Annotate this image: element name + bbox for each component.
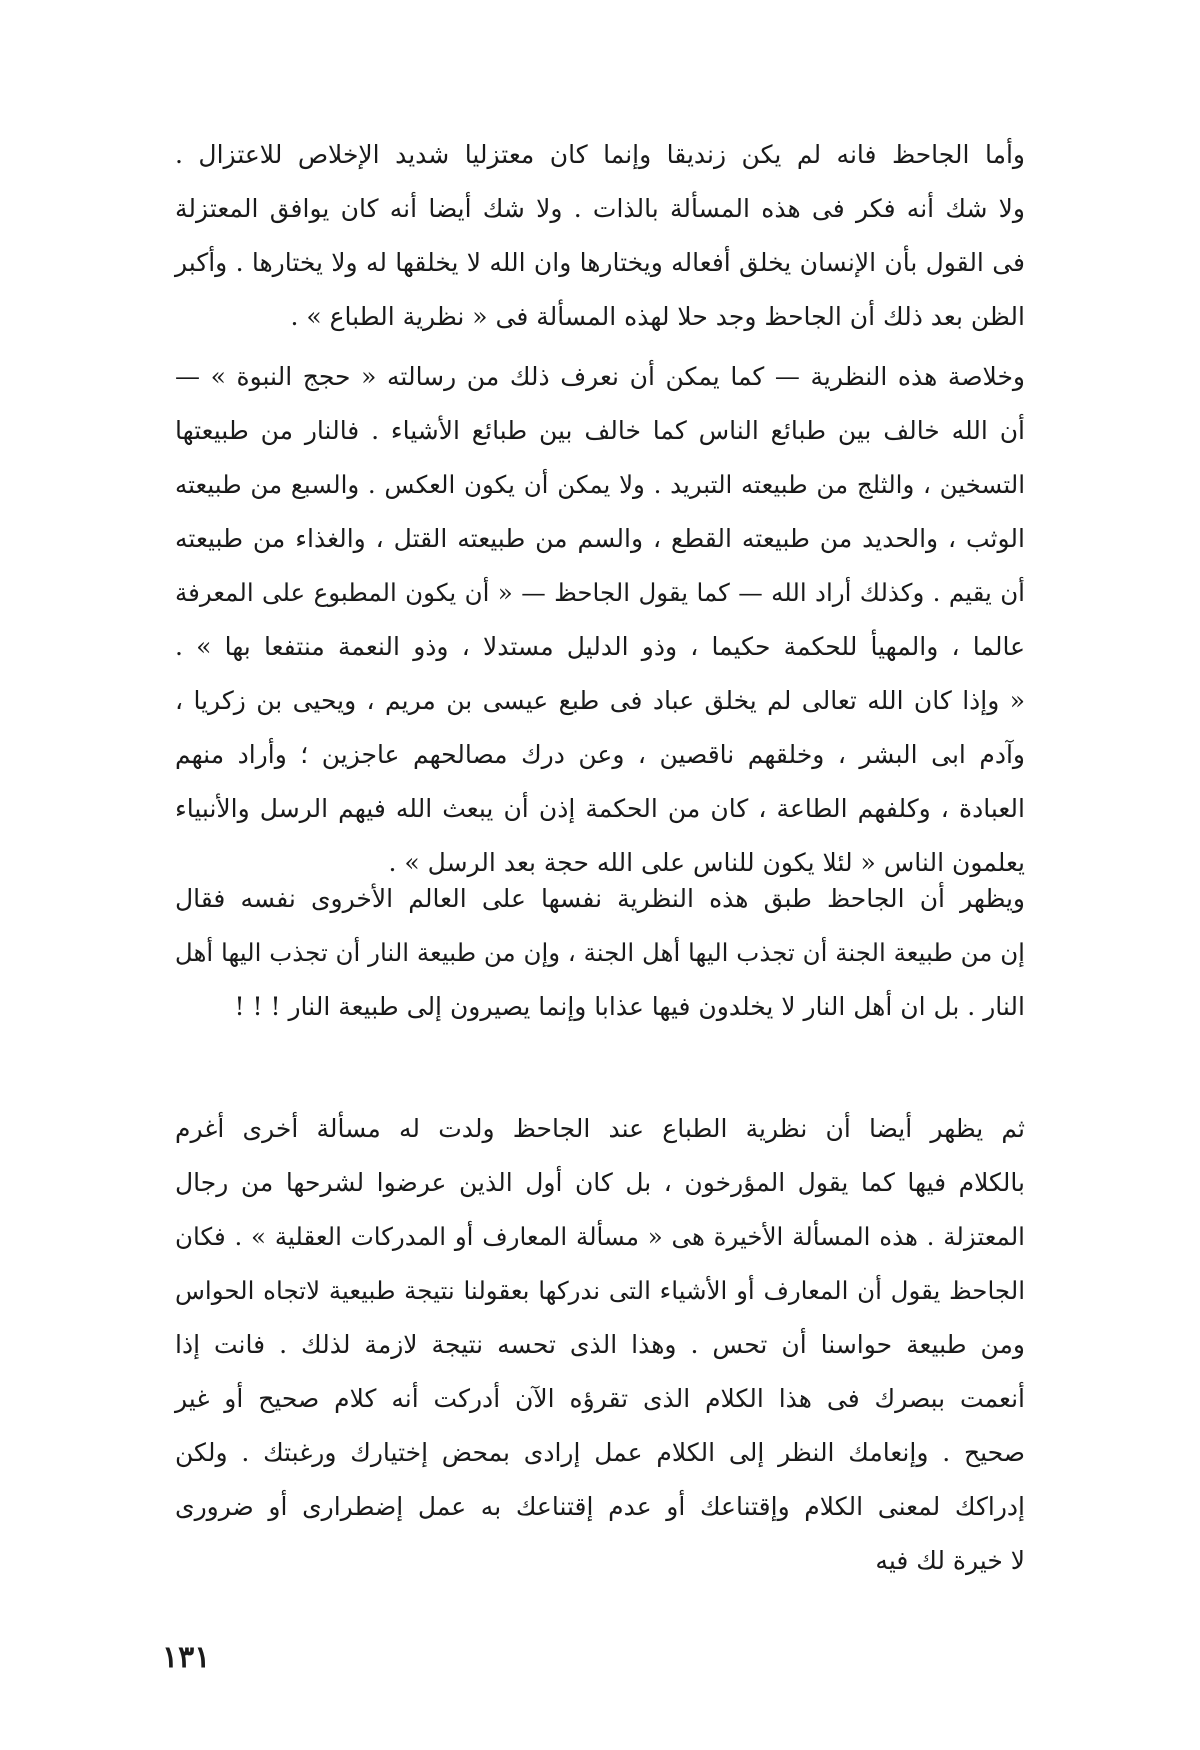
text-line: إدراكك لمعنى الكلام وإقتناعك أو عدم إقتناعك به عمل إضطرارى أو ضرورى: [175, 1492, 1025, 1521]
text-line: التسخين ، والثلج من طبيعته التبريد . ولا يمكن أن يكون العكس . والسبع من طبيعته: [175, 470, 1025, 499]
text-line: وآدم ابى البشر ، وخلقهم ناقصين ، وعن درك مصالحهم عاجزين ؛ وأراد منهم: [175, 740, 1025, 769]
text-line: أنعمت ببصرك فى هذا الكلام الذى تقرؤه الآن أدركت أنه كلام صحيح أو غير: [175, 1384, 1025, 1413]
text-line: إن من طبيعة الجنة أن تجذب اليها أهل الجنة ، وإن من طبيعة النار أن تجذب اليها أهل: [174, 938, 1025, 967]
text-line: عالما ، والمهيأ للحكمة حكيما ، وذو الدليل مستدلا ، وذو النعمة منتفعا بها » .: [175, 632, 1025, 661]
text-line: وأما الجاحظ فانه لم يكن زنديقا وإنما كان معتزليا شديد الإخلاص للاعتزال .: [175, 140, 1025, 169]
text-line: أن يقيم . وكذلك أراد الله — كما يقول الجاحظ — « أن يكون المطبوع على المعرفة: [175, 578, 1025, 607]
text-line: المعتزلة . هذه المسألة الأخيرة هى « مسألة المعارف أو المدركات العقلية » . فكان: [175, 1222, 1025, 1251]
paragraph-2: [175, 350, 1025, 890]
page-number: ١٣١: [162, 1640, 211, 1675]
text-line: بالكلام فيها كما يقول المؤرخون ، بل كان أول الذين عرضوا لشرحها من رجال: [175, 1168, 1025, 1197]
text-line: أن الله خالف بين طبائع الناس كما خالف بين طبائع الأشياء . فالنار من طبيعتها: [175, 416, 1025, 445]
text-line: ثم يظهر أيضا أن نظرية الطباع عند الجاحظ ولدت له مسألة أخرى أغرم: [175, 1114, 1025, 1143]
text-line: لا خيرة لك فيه: [875, 1546, 1025, 1575]
text-line: ويظهر أن الجاحظ طبق هذه النظرية نفسها على العالم الأخروى نفسه فقال: [175, 884, 1025, 913]
paragraph-1: [175, 128, 1025, 344]
paragraph-4: [175, 1102, 1025, 1588]
text-line: الجاحظ يقول أن المعارف أو الأشياء التى ندركها بعقولنا نتيجة طبيعية لاتجاه الحواس: [175, 1276, 1025, 1305]
text-line: « وإذا كان الله تعالى لم يخلق عباد فى طبع عيسى بن مريم ، ويحيى بن زكريا ،: [175, 686, 1025, 715]
text-line: وخلاصة هذه النظرية — كما يمكن أن نعرف ذلك من رسالته « حجج النبوة » —: [175, 362, 1025, 391]
text-line: ومن طبيعة حواسنا أن تحس . وهذا الذى تحسه نتيجة لازمة لذلك . فانت إذا: [175, 1330, 1025, 1359]
text-line: صحيح . وإنعامك النظر إلى الكلام عمل إرادى بمحض إختيارك ورغبتك . ولكن: [175, 1438, 1025, 1467]
text-line: يعلمون الناس « لئلا يكون للناس على الله حجة بعد الرسل » .: [388, 848, 1025, 877]
paragraph-3: [175, 872, 1025, 1034]
text-line: الوثب ، والحديد من طبيعته القطع ، والسم من طبيعته القتل ، والغذاء من طبيعته: [175, 524, 1025, 553]
text-line: فى القول بأن الإنسان يخلق أفعاله ويختارها وان الله لا يخلقها له ولا يختارها . وأكبر: [175, 248, 1025, 277]
text-line: العبادة ، وكلفهم الطاعة ، كان من الحكمة إذن أن يبعث الله فيهم الرسل والأنبياء: [175, 794, 1025, 823]
text-line: النار . بل ان أهل النار لا يخلدون فيها عذابا وإنما يصيرون إلى طبيعة النار ! ! !: [234, 992, 1025, 1021]
text-line: الظن بعد ذلك أن الجاحظ وجد حلا لهذه المسألة فى « نظرية الطباع » .: [290, 302, 1025, 331]
text-line: ولا شك أنه فكر فى هذه المسألة بالذات . ولا شك أيضا أنه كان يوافق المعتزلة: [175, 194, 1025, 223]
